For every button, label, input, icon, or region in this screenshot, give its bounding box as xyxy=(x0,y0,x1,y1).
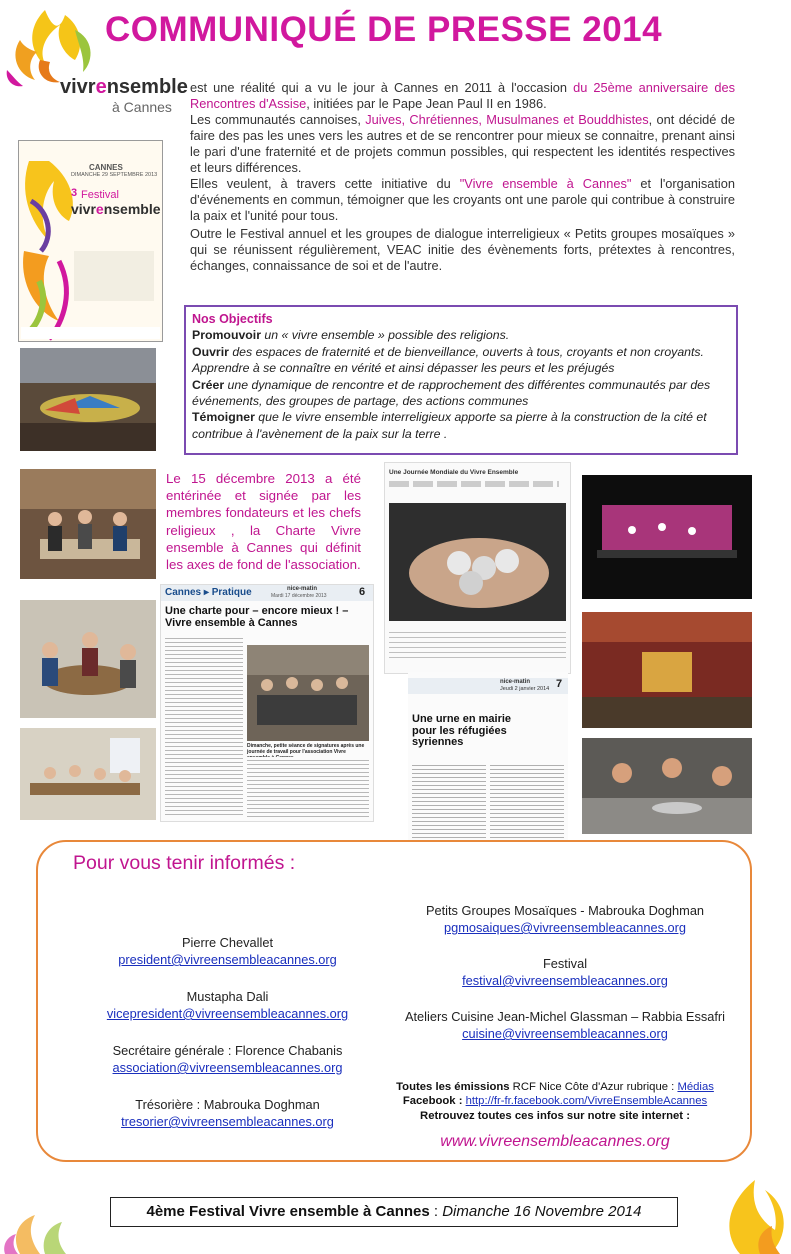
clip-body-text-2 xyxy=(247,757,369,817)
clip-caption: Dimanche, petite séance de signatures après une journée de travail pour l'association Vivre xyxy=(247,743,365,755)
footer-banner: 4ème Festival Vivre ensemble à Cannes : Dimanche 16 Novembre 2014 xyxy=(110,1197,678,1227)
web-clip-photo xyxy=(389,503,566,621)
web-clip-meta xyxy=(389,481,559,487)
contact-label: Pierre Chevallet xyxy=(181,935,274,950)
emissions-info xyxy=(360,1080,750,1123)
contact-vicepresident xyxy=(70,989,385,1021)
intro-text xyxy=(190,80,735,274)
contact-label: Mustapha Dali xyxy=(186,989,269,1004)
charte-paragraph: Le 15 décembre 2013 a été entérinée et signée par les membres fondateurs et les chefs religieux , la Charte Vivre ensemble à Cannes qui définit les axes de fond de l'association. xyxy=(166,471,361,573)
flame-logo-icon xyxy=(5,0,105,120)
contact-mosaiques xyxy=(380,903,750,935)
intro-paragraph-3: Elles veulent, à travers cette initiative du "Vivre ensemble à Cannes" et l'organisation d'événements en commun, témoigner que les croyants ont une parole qui contribue à construire la paix et l'unité pour tous. xyxy=(190,176,736,223)
festival-poster xyxy=(18,140,163,342)
meeting-photo xyxy=(20,600,156,718)
page-title: COMMUNIQUÉ DE PRESSE 2014 xyxy=(105,10,663,49)
contact-president xyxy=(70,935,385,967)
emissions-line: Toutes les émissions RCF Nice Côte d'Azur rubrique : Médias xyxy=(396,1081,714,1093)
temple-photo xyxy=(582,612,752,728)
clip-headline: Une charte pour – encore mieux ! – Vivre ensemble à Cannes xyxy=(165,605,349,629)
poster-wordmark: vivrensemble xyxy=(71,201,161,217)
contact-label: Trésorière : Mabrouka Doghman xyxy=(135,1097,320,1112)
association-email-link[interactable]: association@vivreensembleacannes.org xyxy=(112,1060,343,1075)
intro-paragraph-1: est une réalité qui a vu le jour à Cannes en 2011 à l'occasion du 25ème anniversaire des Rencontres d'Assise, initiées par le Pape Jean Paul II en 1986. xyxy=(190,80,735,111)
objective-item: Témoigner que le vivre ensemble interreligieux apporte sa pierre à la construction de la cité et contribue à l'avènement de la paix sur la terre . xyxy=(192,410,707,441)
facebook-link[interactable]: http://fr-fr.facebook.com/VivreEnsembleAcannes xyxy=(465,1095,708,1108)
contact-label: Festival xyxy=(542,956,588,971)
website-link[interactable]: www.vivreensembleacannes.org xyxy=(440,1133,670,1150)
clip-page-number: 6 xyxy=(359,586,366,598)
objective-item: Promouvoir un « vivre ensemble » possible des religions. xyxy=(192,328,510,343)
poster-number: 3 xyxy=(71,187,78,199)
poster-city: CANNES xyxy=(89,163,123,172)
logo-wordmark: vivrensemble xyxy=(60,76,188,98)
retrouvez-line: Retrouvez toutes ces infos sur notre site internet : xyxy=(420,1109,690,1122)
objective-item: Créer une dynamique de rencontre et de rapprochement des différentes communautés par des événements, des groupes de partage, des actions communes xyxy=(192,377,711,409)
poster-festival: Festival xyxy=(81,189,119,201)
poster-date: DIMANCHE 29 SEPTEMBRE 2013 xyxy=(71,172,158,178)
clip-date: Mardi 17 décembre 2013 xyxy=(271,593,327,599)
festival-email-link[interactable]: festival@vivreensembleacannes.org xyxy=(462,973,668,988)
contact-label: Secrétaire générale : Florence Chabanis xyxy=(112,1043,343,1058)
clip-headline: Une urne en mairie pour les réfugiées syriennes xyxy=(412,713,512,748)
newspaper-clip-urne xyxy=(408,672,568,842)
contact-label: Petits Groupes Mosaïques - Mabrouka Doghman xyxy=(425,903,705,918)
objectives-box xyxy=(184,305,738,455)
clip-section: Cannes ▸ Pratique xyxy=(165,587,252,598)
clip-paper: nice-matin xyxy=(500,679,531,685)
clip-page-number: 7 xyxy=(556,678,563,690)
web-clip-header: Une Journée Mondiale du Vivre Ensemble xyxy=(389,469,519,476)
flame-decoration-icon xyxy=(0,1180,90,1254)
flame-decoration-icon xyxy=(700,1160,791,1254)
logo-subtitle: à Cannes xyxy=(112,99,172,115)
tresorier-email-link[interactable]: tresorier@vivreensembleacannes.org xyxy=(121,1114,334,1129)
clip-body-text xyxy=(412,762,486,840)
vicepresident-email-link[interactable]: vicepresident@vivreensembleacannes.org xyxy=(106,1006,349,1021)
contact-festival xyxy=(380,956,750,988)
contact-tresoriere xyxy=(70,1097,385,1129)
medias-link[interactable]: Médias xyxy=(677,1081,714,1093)
cuisine-email-link[interactable]: cuisine@vivreensembleacannes.org xyxy=(462,1026,668,1041)
mosaiques-email-link[interactable]: pgmosaiques@vivreensembleacannes.org xyxy=(443,920,687,935)
clip-body-text xyxy=(165,635,243,815)
intro-paragraph-4: Outre le Festival annuel et les groupes de dialogue interreligieux « Petits groupes mosaïques » qui se réunissent régulièrement, VEAC initie des évènements forts, prétextes à rencontres, échanges, connaissance de soi et de l'autre. xyxy=(190,226,735,273)
clip-date: Jeudi 2 janvier 2014 xyxy=(500,686,550,692)
crowd-photo xyxy=(20,348,156,451)
contact-label: Ateliers Cuisine Jean-Michel Glassman – Rabbia Essafri xyxy=(404,1009,726,1024)
objectives-heading: Nos Objectifs xyxy=(192,312,273,326)
info-title: Pour vous tenir informés : xyxy=(73,852,296,874)
intro-paragraph-2: Les communautés cannoises, Juives, Chrétiennes, Musulmanes et Bouddhistes, ont décidé de faire des pas les unes vers les autres et de se rencontrer pour mieux se connaitre, prenant ainsi le pari d'une fraternité et de projets commun possibles, qui respectent les identités respectives et leurs différences. xyxy=(190,112,735,175)
clip-paper: nice-matin xyxy=(287,586,318,592)
web-clip-body xyxy=(389,628,566,658)
contact-secretaire xyxy=(70,1043,385,1075)
cooking-photo xyxy=(582,738,752,834)
objective-item: Ouvrir des espaces de fraternité et de bienveillance, ouverts à tous, croyants et non croyants. Apprendre à se connaître en vérité et ainsi dépasser les peurs et les préjugés xyxy=(192,344,704,376)
signing-photo xyxy=(20,469,156,579)
facebook-line: Facebook : http://fr-fr.facebook.com/VivreEnsembleAcannes xyxy=(402,1095,708,1108)
stage-photo xyxy=(582,475,752,599)
web-article-clip xyxy=(384,462,571,674)
newspaper-clip-charte xyxy=(160,584,374,822)
clip-body-text-2 xyxy=(490,762,564,840)
president-email-link[interactable]: president@vivreensembleacannes.org xyxy=(118,952,337,967)
room-photo xyxy=(20,728,156,820)
contact-cuisine xyxy=(380,1009,750,1041)
clip-photo xyxy=(247,645,369,741)
